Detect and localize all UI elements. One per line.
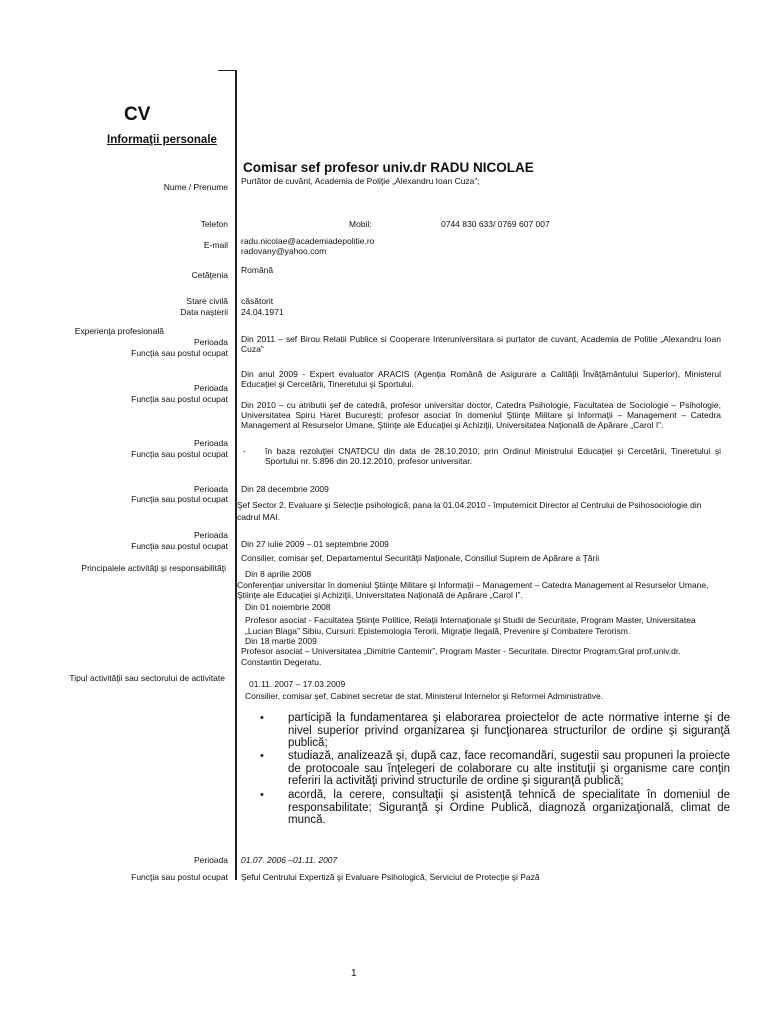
divider-tick <box>218 70 236 71</box>
label-period: Perioada <box>193 337 228 347</box>
period-value: Din 27 iulie 2009 – 01 septembrie 2009 <box>241 539 389 549</box>
civil-state-value: căsătorit <box>241 296 274 306</box>
label-period: Perioada <box>193 530 228 540</box>
experience-entry: „Lucian Blaga” Sibiu, Cursuri: Epistemologia Terorii, Migraţie Ilegală, Prevenire şi Combatere Terorism. <box>245 626 631 636</box>
list-dash: - <box>243 446 246 456</box>
experience-entry: în baza rezoluţiei CNATDCU din data de 28.10.2010, prin Ordinul Ministrului Educaţiei şi Cercetării, Tineretului şi Sportului nr. 5.896 din 20.12.2010, profesor universitar. <box>265 446 721 466</box>
email-2: radovany@yahoo.com <box>241 246 327 256</box>
responsibility-item <box>260 789 730 827</box>
email-1: radu.nicolae@academiadepolitie.ro <box>241 236 375 246</box>
mobile-label: Mobil: <box>349 219 372 229</box>
label-citizenship: Cetăţenia <box>191 270 228 280</box>
vertical-divider <box>235 70 237 880</box>
label-period: Perioada <box>193 855 228 865</box>
label-activities: Principalele activităţi şi responsabilităţi <box>81 563 226 573</box>
experience-entry: Consilier, comisar şef, Cabinet secretar de stat, Ministerul Internelor şi Reformei Administrative. <box>245 691 604 701</box>
label-activity-type: Tipul activităţii sau sectorului de activitate <box>69 673 225 683</box>
function-value: Şeful Centrului Expertiză şi Evaluare Psihologică, Serviciul de Protecţie şi Pază <box>241 872 540 882</box>
label-period: Perioada <box>193 484 228 494</box>
cv-title: CV <box>124 104 151 125</box>
bullet-icon: • <box>260 789 264 801</box>
personal-info-heading: Informaţii personale <box>107 134 217 146</box>
label-function: Funcţia sau postul ocupat <box>131 348 228 358</box>
experience-entry: Ştiinţe ale Educaţiei şi Achiziţii, Universitatea Naţională de Apărare „Carol I”. <box>237 590 523 600</box>
label-civil-state: Stare civilă <box>186 296 228 306</box>
label-birth-date: Data naşterii <box>180 307 228 317</box>
period-value: Din 28 decembrie 2009 <box>241 484 329 494</box>
experience-entry: Conferenţiar universitar în domeniul Ştiinţe Militare şi Informaţii – Management – Catedra Management al Resurselor Umane, <box>237 580 709 590</box>
responsibility-item <box>260 712 730 750</box>
subtitle: Purtător de cuvânt, Academia de Poliţie „Alexandru Ioan Cuza”; <box>241 176 480 186</box>
label-function: Funcţia sau postul ocupat <box>131 541 228 551</box>
period-value: 01.11. 2007 – 17.03.2009 <box>249 679 346 689</box>
experience-entry: Din anul 2009 - Expert evaluator ARACIS (Agenţia Română de Asigurare a Calităţii Învăţământului Superior), Ministerul Educaţiei şi Cercetării, Tineretului şi Sportului. <box>241 369 721 389</box>
mobile-value: 0744 830 633/ 0769 607 007 <box>441 219 550 229</box>
label-name: Nume / Prenume <box>163 182 228 192</box>
birth-date-value: 24.04.1971 <box>241 307 284 317</box>
period-value: 01.07. 2006 –01.11. 2007 <box>241 855 338 865</box>
label-period: Perioada <box>193 438 228 448</box>
experience-entry: Şef Sector 2, Evaluare şi Selecţie psihologică; pana la 01.04.2010 - împuternicit Director al Centrului de Psihosociologie din cadrul MAI. <box>237 500 702 522</box>
page-number: 1 <box>351 968 357 979</box>
label-function: Funcţia sau postul ocupat <box>131 449 228 459</box>
label-phone: Telefon <box>200 219 228 229</box>
experience-entry: Din 2010 – cu atributii şef de catedră, profesor universitar doctor, Catedra Psihologie, Facultatea de Sociologie – Psihologie, Universitatea Spiru Haret Bucureşti; profesor asociat în domeniul Ştiinţe Militare şi Informaţii – Management – Catedra Management al Resurselor Umane, Ştiinţe ale Educaţiei şi Achiziţii, Universitatea Naţională de Apărare „Carol I”. <box>241 400 721 430</box>
label-experience: Experienţa profesională <box>74 326 164 336</box>
label-period: Perioada <box>193 383 228 393</box>
responsibility-item <box>260 750 730 788</box>
experience-entry: Profesor asociat - Facultatea Ştiinţe Politice, Relaţii Internaţionale şi Studii de Securitate, Program Master, Universitatea <box>245 615 696 625</box>
label-email: E-mail <box>203 240 228 250</box>
experience-entry: Profesor asociat – Universitatea „Dimitrie Cantemir”, Program Master - Securitate. Director Program:Gral prof.univ.dr. <box>241 646 681 656</box>
responsibility-text: participă la fundamentarea şi elaborarea proiectelor de acte normative interne şi de nivel superior privind organizarea şi funcţionarea structurilor de ordine şi siguranţă publică; <box>288 712 730 749</box>
period-value: Din 8 aprilie 2008 <box>245 569 312 579</box>
experience-entry: Constantin Degeratu. <box>241 657 322 667</box>
bullet-icon: • <box>260 712 264 724</box>
period-value: Din 01 noiembrie 2008 <box>245 602 331 612</box>
experience-entry: Din 2011 – sef Birou Relatii Publice si Cooperare Interuniversitara si purtator de cuvant, Academia de Politie „Alexandru Ioan Cuza” <box>241 334 721 354</box>
label-function: Funcţia sau postul ocupat <box>131 872 228 882</box>
period-value: Din 18 martie 2009 <box>245 636 317 646</box>
bullet-icon: • <box>260 750 264 762</box>
citizenship-value: Română <box>241 265 274 275</box>
responsibility-text: acordă, la cerere, consultaţii şi asistenţă tehnică de specialitate în domeniul de responsabilitate; Siguranţă şi Ordine Publică, diagnoză organizaţională, climat de muncă. <box>288 789 730 826</box>
experience-entry: Consilier, comisar şef, Departamentul Securităţii Naţionale, Consiliul Suprem de Apărare a Ţării <box>241 553 600 563</box>
name-title: Comisar sef profesor univ.dr RADU NICOLAE <box>243 160 534 175</box>
responsibility-text: studiază, analizează şi, după caz, face recomandări, sugestii sau propuneri la proiecte de protocoale sau înţelegeri de colaborare cu alte instituţii şi organisme care conţin referiri la activităţi privind structurile de ordine şi siguranţă publică; <box>288 750 730 787</box>
label-function: Funcţia sau postul ocupat <box>131 494 228 504</box>
label-function: Funcţia sau postul ocupat <box>131 394 228 404</box>
